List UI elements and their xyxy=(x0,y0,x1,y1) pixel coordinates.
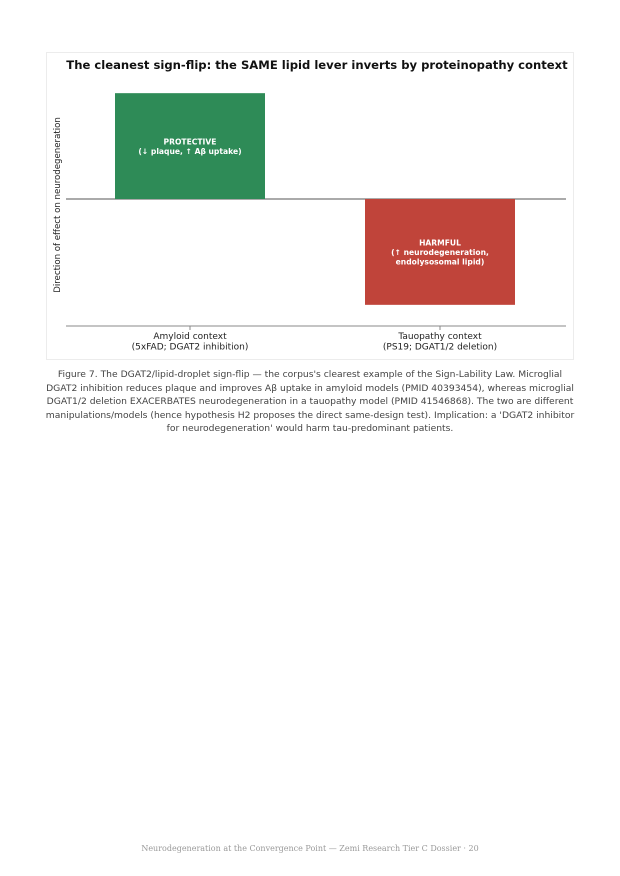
bar-label-2-line-2: (↑ neurodegeneration, xyxy=(391,247,489,257)
bar-label-1-line-1: PROTECTIVE xyxy=(163,137,217,147)
bar-label-2-line-1: HARMFUL xyxy=(419,238,461,248)
y-axis-label: Direction of effect on neurodegeneration xyxy=(53,117,63,293)
x-tick-label-2-line-2: (PS19; DGAT1/2 deletion) xyxy=(382,342,498,353)
x-tick-label-2-line-1: Tauopathy context xyxy=(398,332,482,342)
page-footer: Neurodegeneration at the Convergence Point — Zemi Research Tier C Dossier · 20 xyxy=(141,844,479,853)
bar-label-2-line-3: endolysosomal lipid) xyxy=(395,257,485,267)
chart-title: The cleanest sign-flip: the SAME lipid lever inverts by proteinopathy context xyxy=(66,58,568,72)
x-tick-label-1-line-2: (5xFAD; DGAT2 inhibition) xyxy=(131,342,249,353)
figure-caption: Figure 7. The DGAT2/lipid-droplet sign-flip — the corpus's clearest example of the Sign-Lability Law. Microglial DGAT2 inhibition reduces plaque and improves Aβ uptake in amyloid models (PMID 40393454), whereas microglial DGAT1/2 deletion EXACERBATES neurodegeneration in a tauopathy model (PMID 41546868). The two are different manipulations/models (hence hypothesis H2 proposes the direct same-design test). Implication: a 'DGAT2 inhibitor for neurodegeneration' would harm tau-predominant patients. xyxy=(45,369,575,434)
x-tick-label-1-line-1: Amyloid context xyxy=(153,332,227,342)
bar-label-1-line-2: (↓ plaque, ↑ Aβ uptake) xyxy=(138,146,242,156)
